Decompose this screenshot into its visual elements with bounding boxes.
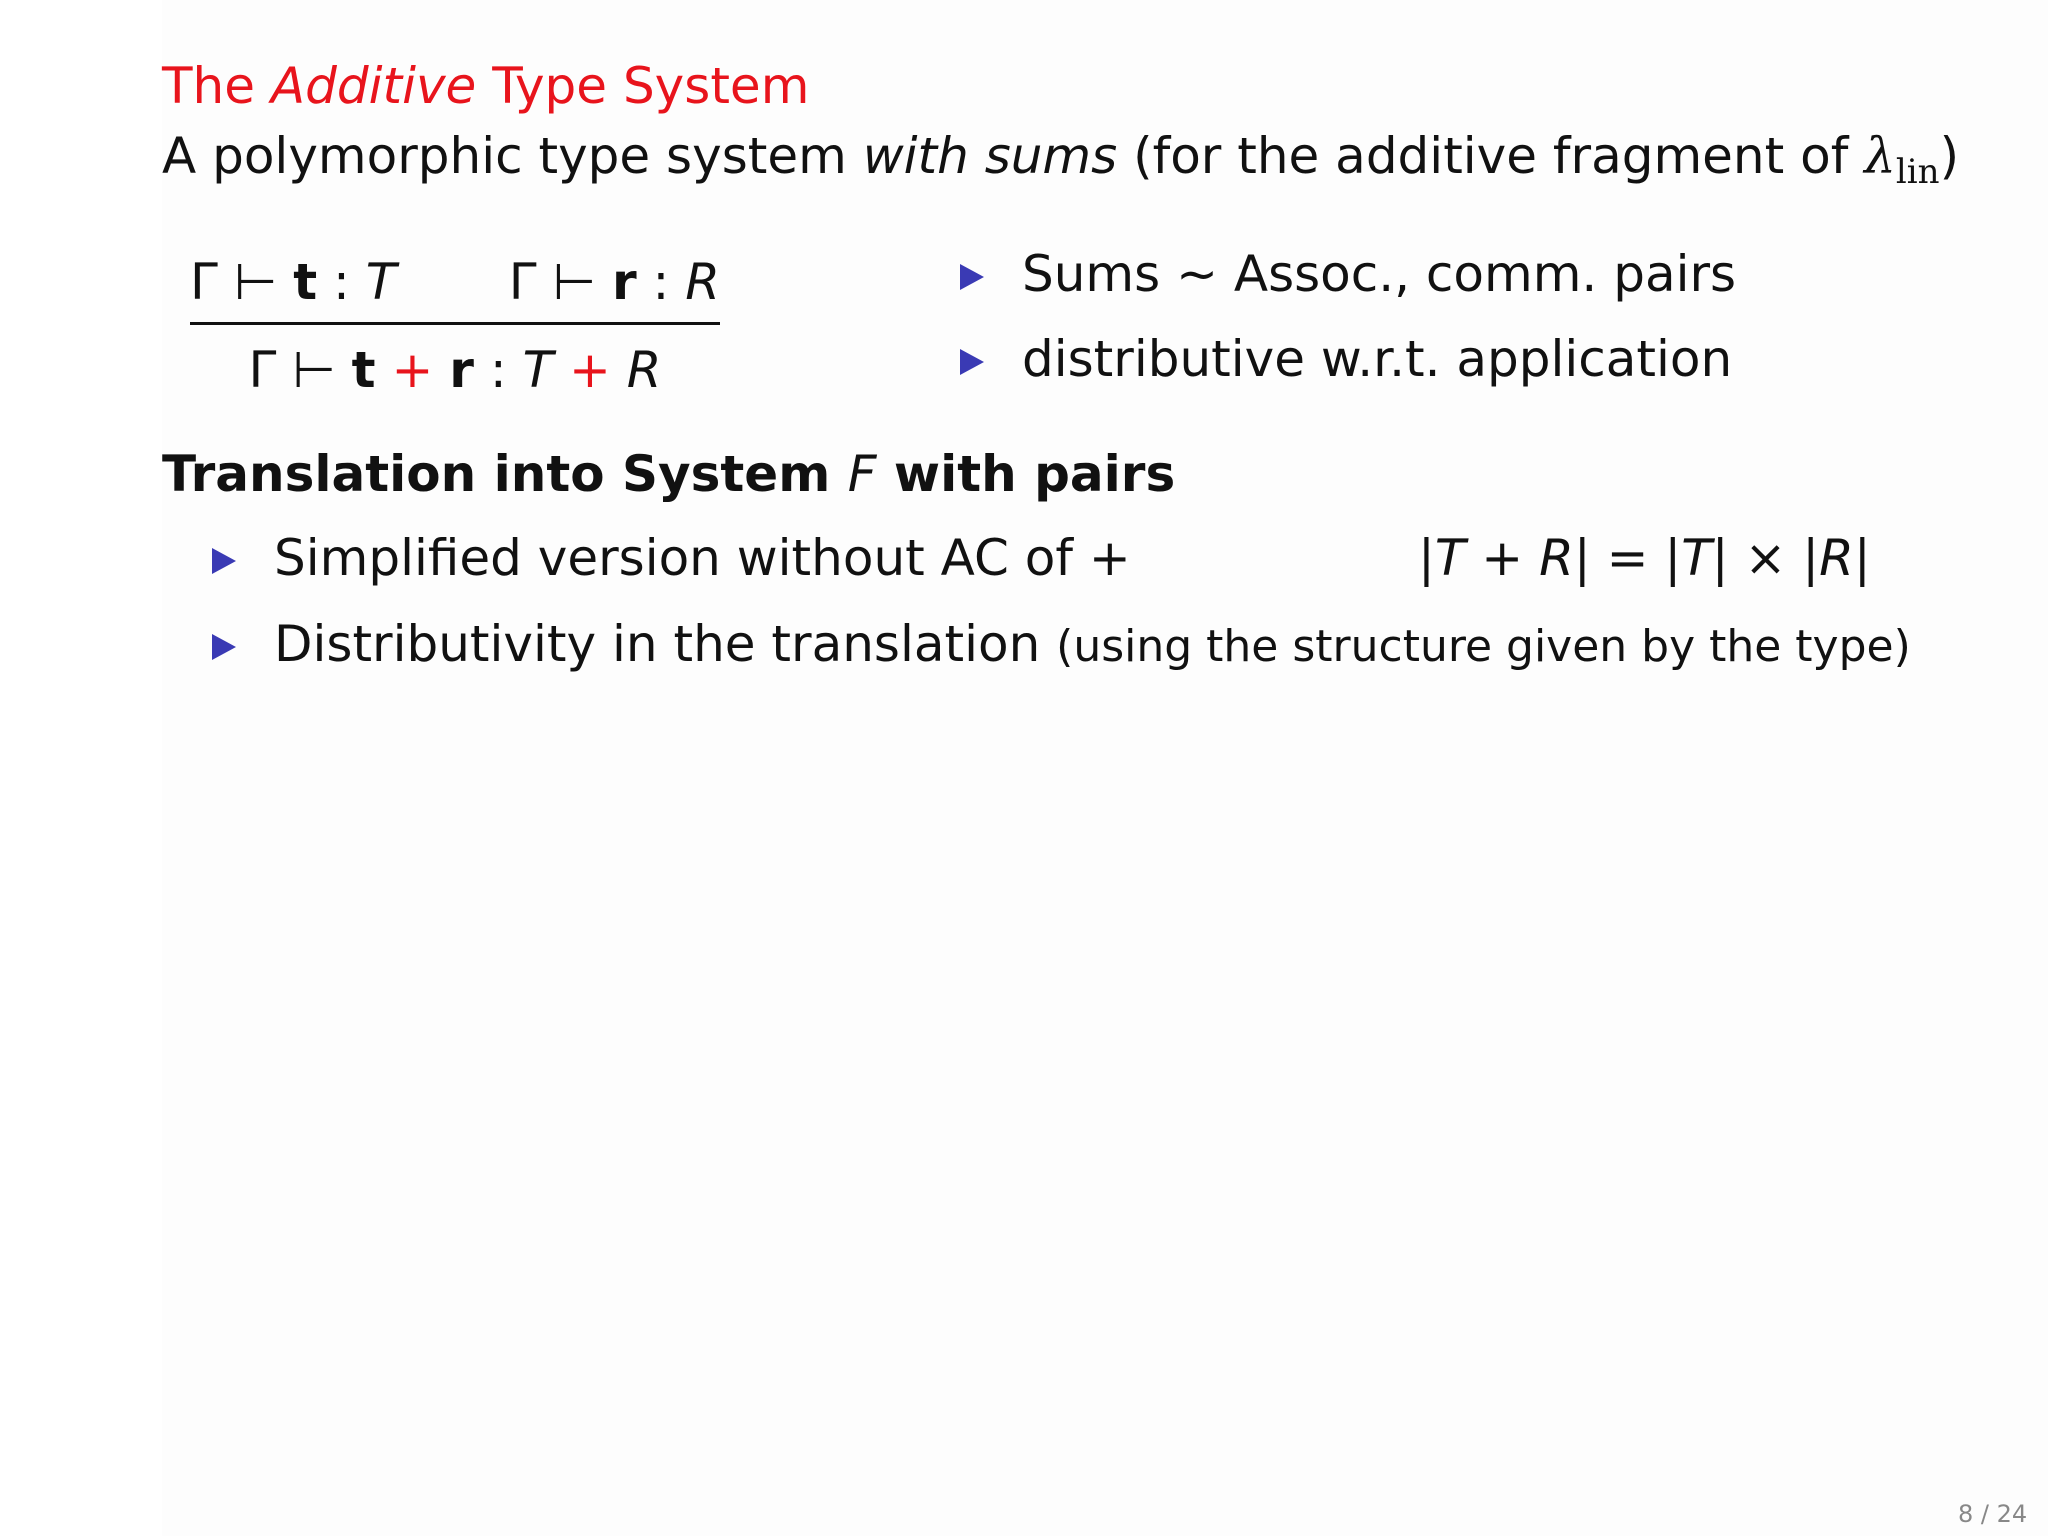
conclusion-context: Γ ⊢ [248,341,352,399]
title-pre: The [162,57,271,115]
conclusion-type-r: R [626,341,662,399]
premise-1-colon: : [317,253,366,311]
formula-equals: | = | [1573,529,1682,587]
conclusion-plus-type: + [553,341,627,399]
lambda-symbol: λ [1864,127,1896,185]
formula-type-r: R [1539,529,1574,587]
conclusion-term-r: r [449,341,474,399]
heading-system-f: F [847,445,877,503]
heading-post: with pairs [876,445,1176,503]
item-text: Simplified version without AC of + [274,529,1131,587]
list-item-inner [212,528,1131,613]
subtitle-pre: A polymorphic type system [162,127,863,185]
rule-conclusion [190,325,720,415]
right-bullet-list [960,244,1736,414]
bullet-text: distributive w.r.t. application [1022,330,1733,388]
list-item [960,329,1736,414]
title-emphasis: Additive [270,57,477,115]
page-number: 8 / 24 [1958,1500,2028,1528]
subtitle-post: ) [1939,127,1960,185]
conclusion-type-t: T [522,341,554,399]
content-area [162,0,2048,1536]
inference-rule [190,248,720,415]
conclusion-colon: : [473,341,523,399]
formula-times: | × | [1711,529,1820,587]
formula-plus: + [1465,529,1540,587]
list-item [212,528,1131,613]
conclusion-term-t: t [351,341,376,399]
list-item [212,614,1911,699]
subtitle-emphasis: with sums [862,127,1118,185]
premise-1-context: Γ ⊢ [190,253,294,311]
frame-title [162,56,809,116]
bullet-text: Sums ∼ Assoc., comm. pairs [1022,245,1737,303]
premise-1-type: T [365,253,397,311]
formula-bar: | [1418,529,1435,587]
heading-pre: Translation into System [162,445,848,503]
list-item-inner [212,614,1911,699]
triangle-bullet-icon [960,264,984,290]
triangle-bullet-icon [212,634,236,660]
translation-formula [1418,528,1871,588]
title-post: Type System [476,57,810,115]
item-text: Distributivity in the translation [274,615,1057,673]
section-heading [162,444,1175,504]
rule-premises [190,248,720,316]
premise-2-term: r [611,253,637,311]
frame-subtitle [162,126,1959,193]
premise-2-type: R [685,253,720,311]
premise-2 [509,248,720,316]
left-margin [0,0,162,1536]
premise-2-context: Γ ⊢ [508,253,612,311]
triangle-bullet-icon [960,349,984,375]
conclusion-plus-term: + [375,341,450,399]
lambda-subscript: lin [1895,152,1940,192]
subtitle-mid: (for the additive fragment of [1117,127,1865,185]
premise-1-term: t [293,253,318,311]
formula-bar-end: | [1853,529,1871,587]
item-parenthetical: (using the structure given by the type) [1056,621,1911,672]
formula-type-t-2: T [1681,529,1712,587]
premise-2-colon: : [636,253,686,311]
formula-type-t: T [1434,529,1466,587]
formula-type-r-2: R [1819,529,1854,587]
triangle-bullet-icon [212,548,236,574]
list-item [960,244,1736,329]
premise-1 [190,248,396,316]
